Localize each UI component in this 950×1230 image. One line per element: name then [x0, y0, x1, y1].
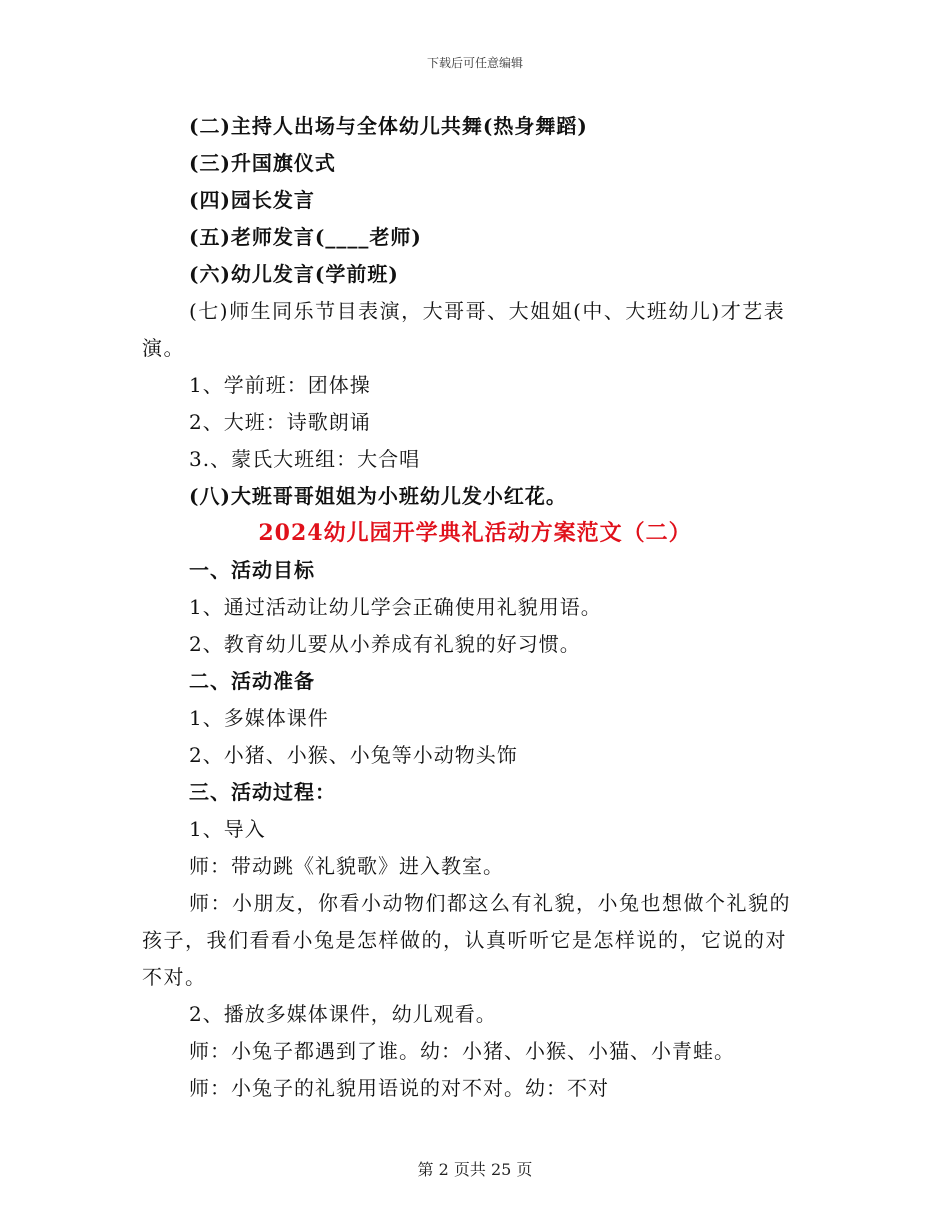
paragraph-line: (二)主持人出场与全体幼儿共舞(热身舞蹈): [189, 114, 588, 138]
paragraph-line: 2、大班：诗歌朗诵: [189, 410, 371, 434]
paragraph-line: 2、教育幼儿要从小养成有礼貌的好习惯。: [189, 632, 581, 656]
paragraph-line: 师：小朋友，你看小动物们都这么有礼貌，小兔也想做个礼貌的孩子，我们看看小兔是怎样做的，认真听听它是怎样说的，它说的对不对。: [142, 891, 791, 989]
section-title: 2024幼儿园开学典礼活动方案范文（二）: [258, 520, 692, 546]
paragraph-line: (七)师生同乐节目表演，大哥哥、大姐姐(中、大班幼儿)才艺表演。: [142, 299, 786, 360]
document-lines: [142, 108, 808, 1107]
paragraph-line: 1、通过活动让幼儿学会正确使用礼貌用语。: [189, 595, 602, 619]
paragraph-line: 2、播放多媒体课件，幼儿观看。: [189, 1002, 497, 1026]
paragraph-line: (五)老师发言(____老师): [189, 225, 422, 249]
paragraph-line: 3.、蒙氏大班组：大合唱: [189, 447, 421, 471]
paragraph-line: (三)升国旗仪式: [189, 151, 336, 175]
paragraph-line: 三、活动过程：: [189, 780, 336, 804]
paragraph-line: 1、多媒体课件: [189, 706, 329, 730]
paragraph-line: (四)园长发言: [189, 188, 315, 212]
paragraph-line: 师：小兔子都遇到了谁。幼：小猪、小猴、小猫、小青蛙。: [189, 1039, 735, 1063]
paragraph-line: 1、导入: [189, 817, 266, 841]
page-header: 下载后可任意编辑: [426, 56, 523, 70]
page-footer: 第 2 页共 25 页: [417, 1160, 533, 1179]
paragraph-line: 2、小猪、小猴、小兔等小动物头饰: [189, 743, 518, 767]
paragraph-line: 师：带动跳《礼貌歌》进入教室。: [189, 854, 504, 878]
paragraph-line: 一、活动目标: [189, 558, 315, 582]
paragraph-line: (六)幼儿发言(学前班): [189, 262, 399, 286]
paragraph-line: 二、活动准备: [189, 669, 315, 693]
paragraph-line: 师：小兔子的礼貌用语说的对不对。幼：不对: [189, 1076, 609, 1100]
paragraph-line: (八)大班哥哥姐姐为小班幼儿发小红花。: [189, 484, 567, 508]
document-body: [142, 108, 808, 1107]
paragraph-line: 1、学前班：团体操: [189, 373, 371, 397]
